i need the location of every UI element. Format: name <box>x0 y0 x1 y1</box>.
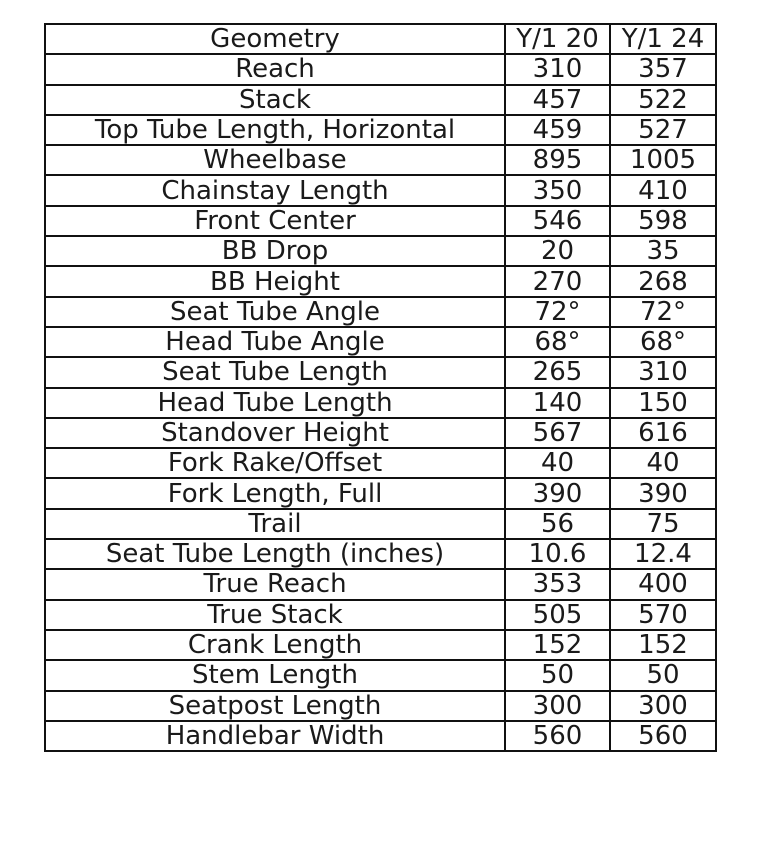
table-row <box>45 175 716 205</box>
cell-y1-24: 75 <box>610 509 716 539</box>
cell-y1-24: 522 <box>610 85 716 115</box>
table-row <box>45 266 716 296</box>
cell-y1-24: 50 <box>610 660 716 690</box>
row-label: BB Drop <box>45 236 505 266</box>
row-label: Wheelbase <box>45 145 505 175</box>
cell-y1-20: 10.6 <box>505 539 610 569</box>
cell-y1-20: 567 <box>505 418 610 448</box>
cell-y1-24: 598 <box>610 206 716 236</box>
cell-y1-20: 895 <box>505 145 610 175</box>
cell-y1-20: 56 <box>505 509 610 539</box>
table-row <box>45 448 716 478</box>
cell-y1-20: 457 <box>505 85 610 115</box>
row-label: Top Tube Length, Horizontal <box>45 115 505 145</box>
row-label: Stack <box>45 85 505 115</box>
table-row <box>45 539 716 569</box>
row-label: Seat Tube Length <box>45 357 505 387</box>
header-row <box>45 24 716 54</box>
row-label: Reach <box>45 54 505 84</box>
cell-y1-24: 268 <box>610 266 716 296</box>
geometry-table <box>44 23 717 752</box>
cell-y1-24: 527 <box>610 115 716 145</box>
cell-y1-20: 300 <box>505 691 610 721</box>
cell-y1-20: 152 <box>505 630 610 660</box>
cell-y1-24: 390 <box>610 478 716 508</box>
cell-y1-20: 270 <box>505 266 610 296</box>
cell-y1-24: 1005 <box>610 145 716 175</box>
row-label: Stem Length <box>45 660 505 690</box>
cell-y1-24: 310 <box>610 357 716 387</box>
cell-y1-20: 265 <box>505 357 610 387</box>
cell-y1-24: 400 <box>610 569 716 599</box>
row-label: BB Height <box>45 266 505 296</box>
cell-y1-24: 410 <box>610 175 716 205</box>
row-label: True Stack <box>45 600 505 630</box>
row-label: True Reach <box>45 569 505 599</box>
row-label: Standover Height <box>45 418 505 448</box>
table-row <box>45 54 716 84</box>
row-label: Crank Length <box>45 630 505 660</box>
cell-y1-20: 40 <box>505 448 610 478</box>
row-label: Seat Tube Angle <box>45 297 505 327</box>
cell-y1-24: 68° <box>610 327 716 357</box>
table-row <box>45 297 716 327</box>
row-label: Seat Tube Length (inches) <box>45 539 505 569</box>
table-row <box>45 206 716 236</box>
table-body <box>45 54 716 751</box>
table-row <box>45 418 716 448</box>
cell-y1-20: 459 <box>505 115 610 145</box>
cell-y1-20: 50 <box>505 660 610 690</box>
cell-y1-20: 350 <box>505 175 610 205</box>
table-row <box>45 115 716 145</box>
cell-y1-24: 300 <box>610 691 716 721</box>
row-label: Trail <box>45 509 505 539</box>
table-row <box>45 569 716 599</box>
cell-y1-24: 616 <box>610 418 716 448</box>
row-label: Front Center <box>45 206 505 236</box>
row-label: Fork Length, Full <box>45 478 505 508</box>
row-label: Head Tube Length <box>45 388 505 418</box>
cell-y1-24: 150 <box>610 388 716 418</box>
cell-y1-20: 505 <box>505 600 610 630</box>
cell-y1-20: 20 <box>505 236 610 266</box>
table-row <box>45 357 716 387</box>
cell-y1-20: 546 <box>505 206 610 236</box>
cell-y1-20: 390 <box>505 478 610 508</box>
header-y1-20: Y/1 20 <box>505 24 610 54</box>
cell-y1-20: 310 <box>505 54 610 84</box>
table-row <box>45 660 716 690</box>
cell-y1-24: 40 <box>610 448 716 478</box>
cell-y1-24: 570 <box>610 600 716 630</box>
table-row <box>45 327 716 357</box>
table-row <box>45 721 716 751</box>
row-label: Head Tube Angle <box>45 327 505 357</box>
cell-y1-24: 12.4 <box>610 539 716 569</box>
row-label: Fork Rake/Offset <box>45 448 505 478</box>
cell-y1-20: 68° <box>505 327 610 357</box>
table-row <box>45 509 716 539</box>
cell-y1-24: 72° <box>610 297 716 327</box>
cell-y1-20: 353 <box>505 569 610 599</box>
cell-y1-20: 72° <box>505 297 610 327</box>
table-row <box>45 691 716 721</box>
table-row <box>45 388 716 418</box>
cell-y1-24: 560 <box>610 721 716 751</box>
row-label: Seatpost Length <box>45 691 505 721</box>
table-row <box>45 236 716 266</box>
table-row <box>45 630 716 660</box>
table-row <box>45 600 716 630</box>
row-label: Handlebar Width <box>45 721 505 751</box>
cell-y1-24: 152 <box>610 630 716 660</box>
cell-y1-24: 357 <box>610 54 716 84</box>
table-row <box>45 145 716 175</box>
cell-y1-20: 140 <box>505 388 610 418</box>
header-y1-24: Y/1 24 <box>610 24 716 54</box>
header-geometry: Geometry <box>45 24 505 54</box>
table-row <box>45 85 716 115</box>
table-row <box>45 478 716 508</box>
row-label: Chainstay Length <box>45 175 505 205</box>
cell-y1-24: 35 <box>610 236 716 266</box>
cell-y1-20: 560 <box>505 721 610 751</box>
